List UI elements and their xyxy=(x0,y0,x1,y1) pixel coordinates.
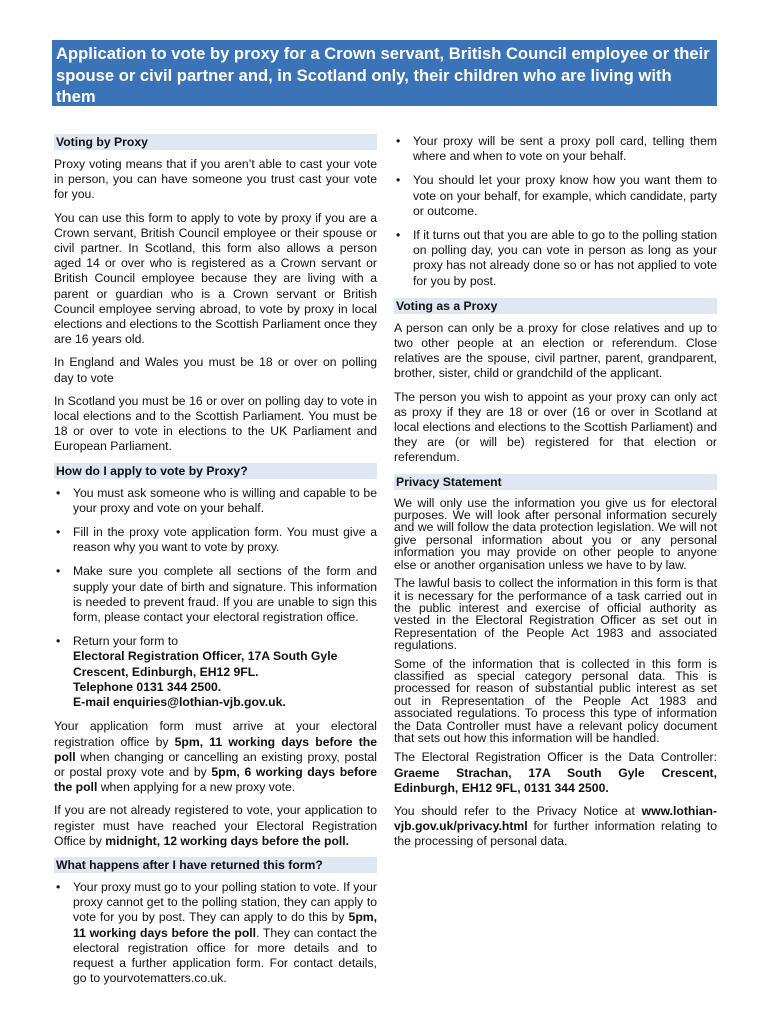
data-controller-paragraph: The Electoral Registration Officer is the Data Controller: Graeme Strachan, 17A South Gyle Crescent, Edinburgh, EH12 9FL, 0131 344 2500. xyxy=(394,750,717,795)
list-item: • Fill in the proxy vote application form. You must give a reason why you want to vote by proxy. xyxy=(54,525,377,555)
voting-by-proxy-heading: Voting by Proxy xyxy=(54,134,377,150)
privacy-special-category-paragraph: Some of the information that is collected in this form is classified as special category personal data. This is processed for reason of substantial public interest as set out in Representation of the People Act 1983 and associated regulations. To process this type of information the Data Controller must have a relevant policy document that sets out how this information will be handled. xyxy=(394,656,717,745)
list-item: • Make sure you complete all sections of the form and supply your date of birth and signature. This information is needed to prevent fraud. If you are unable to sign this form, please contact your electoral registration office. xyxy=(54,564,377,625)
england-wales-age: In England and Wales you must be 18 or over on polling day to vote xyxy=(54,355,377,385)
proxy-age-paragraph: The person you wish to appoint as your proxy can only act as proxy if they are 18 or over (16 or over in Scotland at local elections and elections to the Scottish Parliament) and they are (or will be) registered for that election or referendum. xyxy=(394,389,717,465)
left-column xyxy=(54,134,377,995)
list-item xyxy=(54,634,377,710)
after-return-heading: What happens after I have returned this form? xyxy=(54,857,377,873)
return-address: Electoral Registration Officer, 17A South Gyle Crescent, Edinburgh, EH12 9FL. xyxy=(73,649,338,679)
how-apply-heading: How do I apply to vote by Proxy? xyxy=(54,463,377,479)
eligibility-paragraph: You can use this form to apply to vote by proxy if you are a Crown servant, British Council employee or their spouse or civil partner. In Scotland, this form also allows a person aged 14 or over who is registered as a Crown servant or British Council employee because they are living with a parent or guardian who is a Crown servant or British Council employee serving abroad, to vote by proxy in local elections and elections to the Scottish Parliament once they are 16 years old. xyxy=(54,210,377,347)
list-item: • If it turns out that you are able to go to the polling station on polling day, you can vote in person as long as your proxy has not already done so or has not applied to vote for you by post. xyxy=(394,228,717,289)
return-telephone: Telephone 0131 344 2500. xyxy=(73,679,222,694)
deadline-paragraph: Your application form must arrive at your electoral registration office by 5pm, 11 working days before the poll when changing or cancelling an existing proxy, postal or postal proxy vote and by 5pm, 6 working days before the poll when applying for a new proxy vote. xyxy=(54,719,377,795)
after-return-list xyxy=(54,880,377,986)
page-title: Application to vote by proxy for a Crown servant, British Council employee or their spouse or civil partner and, in Scotland only, their children who are living with them xyxy=(52,40,717,106)
privacy-use-paragraph: We will only use the information you give us for electoral purposes. We will look after personal information securely and we will follow the data protection legislation. We will not give personal information about you or any personal information you may provide on other people to anyone else or another organisation unless we have to by law. xyxy=(394,495,717,572)
return-email: E-mail enquiries@lothian-vjb.gov.uk. xyxy=(73,695,286,710)
privacy-notice-paragraph: You should refer to the Privacy Notice at www.lothian-vjb.gov.uk/privacy.html for further information relating to the processing of personal data. xyxy=(394,803,717,849)
list-item: • You must ask someone who is willing and capable to be your proxy and vote on your behalf. xyxy=(54,486,377,516)
voting-as-proxy-heading: Voting as a Proxy xyxy=(394,298,717,314)
scotland-age: In Scotland you must be 16 or over on polling day to vote in local elections and to the Scottish Parliament. You must be 18 or over to vote in elections to the UK Parliament and European Parliament. xyxy=(54,393,377,454)
list-item: • Your proxy will be sent a proxy poll card, telling them where and when to vote on your behalf. xyxy=(394,134,717,164)
privacy-heading: Privacy Statement xyxy=(394,474,717,490)
return-form-intro: Return your form to xyxy=(73,634,178,649)
right-column xyxy=(394,134,717,858)
proxy-relatives-paragraph: A person can only be a proxy for close relatives and up to two other people at an election or referendum. Close relatives are the spouse, civil partner, parent, grandparent, brother, sister, child or grandchild of the applicant. xyxy=(394,320,717,381)
proxy-info-list xyxy=(394,134,717,289)
list-item: • You should let your proxy know how you want them to vote on your behalf, for example, which candidate, party or outcome. xyxy=(394,173,717,219)
proxy-definition: Proxy voting means that if you aren’t able to cast your vote in person, you can have someone you trust cast your vote for you. xyxy=(54,157,377,202)
privacy-lawful-basis-paragraph: The lawful basis to collect the information in this form is that it is necessary for the performance of a task carried out in the public interest and exercise of official authority as vested in the Electoral Registration Officer as set out in Representation of the People Act 1983 and associated regulations. xyxy=(394,576,717,653)
registration-deadline-paragraph: If you are not already registered to vote, your application to register must have reached your Electoral Registration Office by midnight, 12 working days before the poll. xyxy=(54,803,377,848)
list-item: • Your proxy must go to your polling station to vote. If your proxy cannot get to the polling station, they can apply to vote for you by post. They can apply to do this by 5pm, 11 working days before the poll. They can contact the electoral registration office for more details and to request a further application form. For contact details, go to yourvotematters.co.uk. xyxy=(54,880,377,986)
how-apply-list xyxy=(54,486,377,711)
privacy-statement xyxy=(394,497,717,745)
privacy-notice-link: www.lothian-vjb.gov.uk/privacy.html xyxy=(394,803,717,834)
